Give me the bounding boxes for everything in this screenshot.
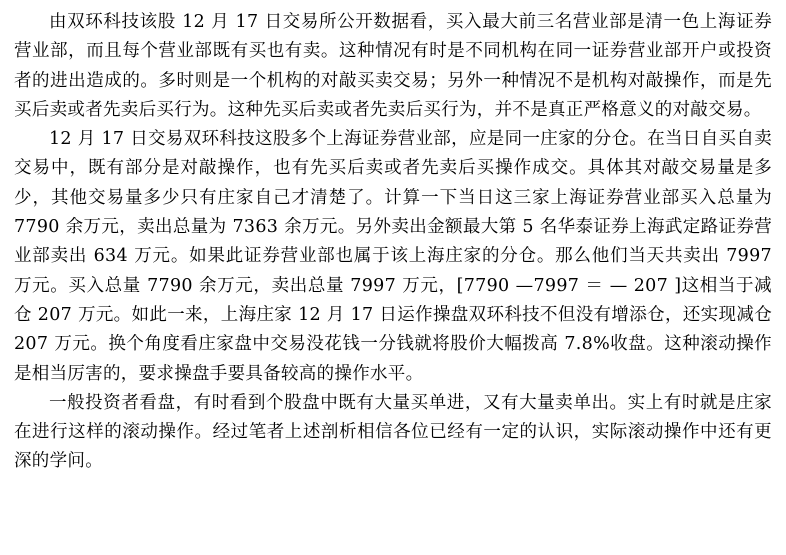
paragraph-2: 12 月 17 日交易双环科技这股多个上海证券营业部，应是同一庄家的分仓。在当日自买自卖交易中，既有部分是对敲操作，也有先买后卖或者先卖后买操作成交。具体其对敲交易量是多少，其他交易量多少只有庄家自己才清楚了。计算一下当日这三家上海证券营业部买入总量为 7790 余万元，卖出总量为 7363 余万元。另外卖出金额最大第 5 名华泰证券上海武定路证券营业部卖出 634 万元。如果此证券营业部也属于该上海庄家的分仓。那么他们当天共卖出 7997 万元。买入总量 7790 余万元，卖出总量 7997 万元，[7790 —7997 ＝ — 207 ]这相当于减仓 207 万元。如此一来，上海庄家 12 月 17 日运作操盘双环科技不但没有增添仓，还实现减仓 207 万元。换个角度看庄家盘中交易没花钱一分钱就将股价大幅拨高 7.8%收盘。这种滚动操作是相当厉害的，要求操盘手要具备较高的操作水平。 [14, 129, 772, 384]
paragraph-3: 一般投资者看盘，有时看到个股盘中既有大量买单进，又有大量卖单出。实上有时就是庄家在进行这样的滚动操作。经过笔者上述剖析相信各位已经有一定的认识，实际滚动操作中还有更深的学问。 [14, 392, 772, 472]
paragraph-1: 由双环科技该股 12 月 17 日交易所公开数据看，买入最大前三名营业部是清一色上海证券营业部，而且每个营业部既有买也有卖。这种情况有时是不同机构在同一证券营业部开户或投资者的进出造成的。多时则是一个机构的对敲买卖交易；另外一种情况不是机构对敲操作，而是先买后卖或者先卖后买行为。这种先买后卖或者先卖后买行为，并不是真正严格意义的对敲交易。 [14, 12, 772, 120]
